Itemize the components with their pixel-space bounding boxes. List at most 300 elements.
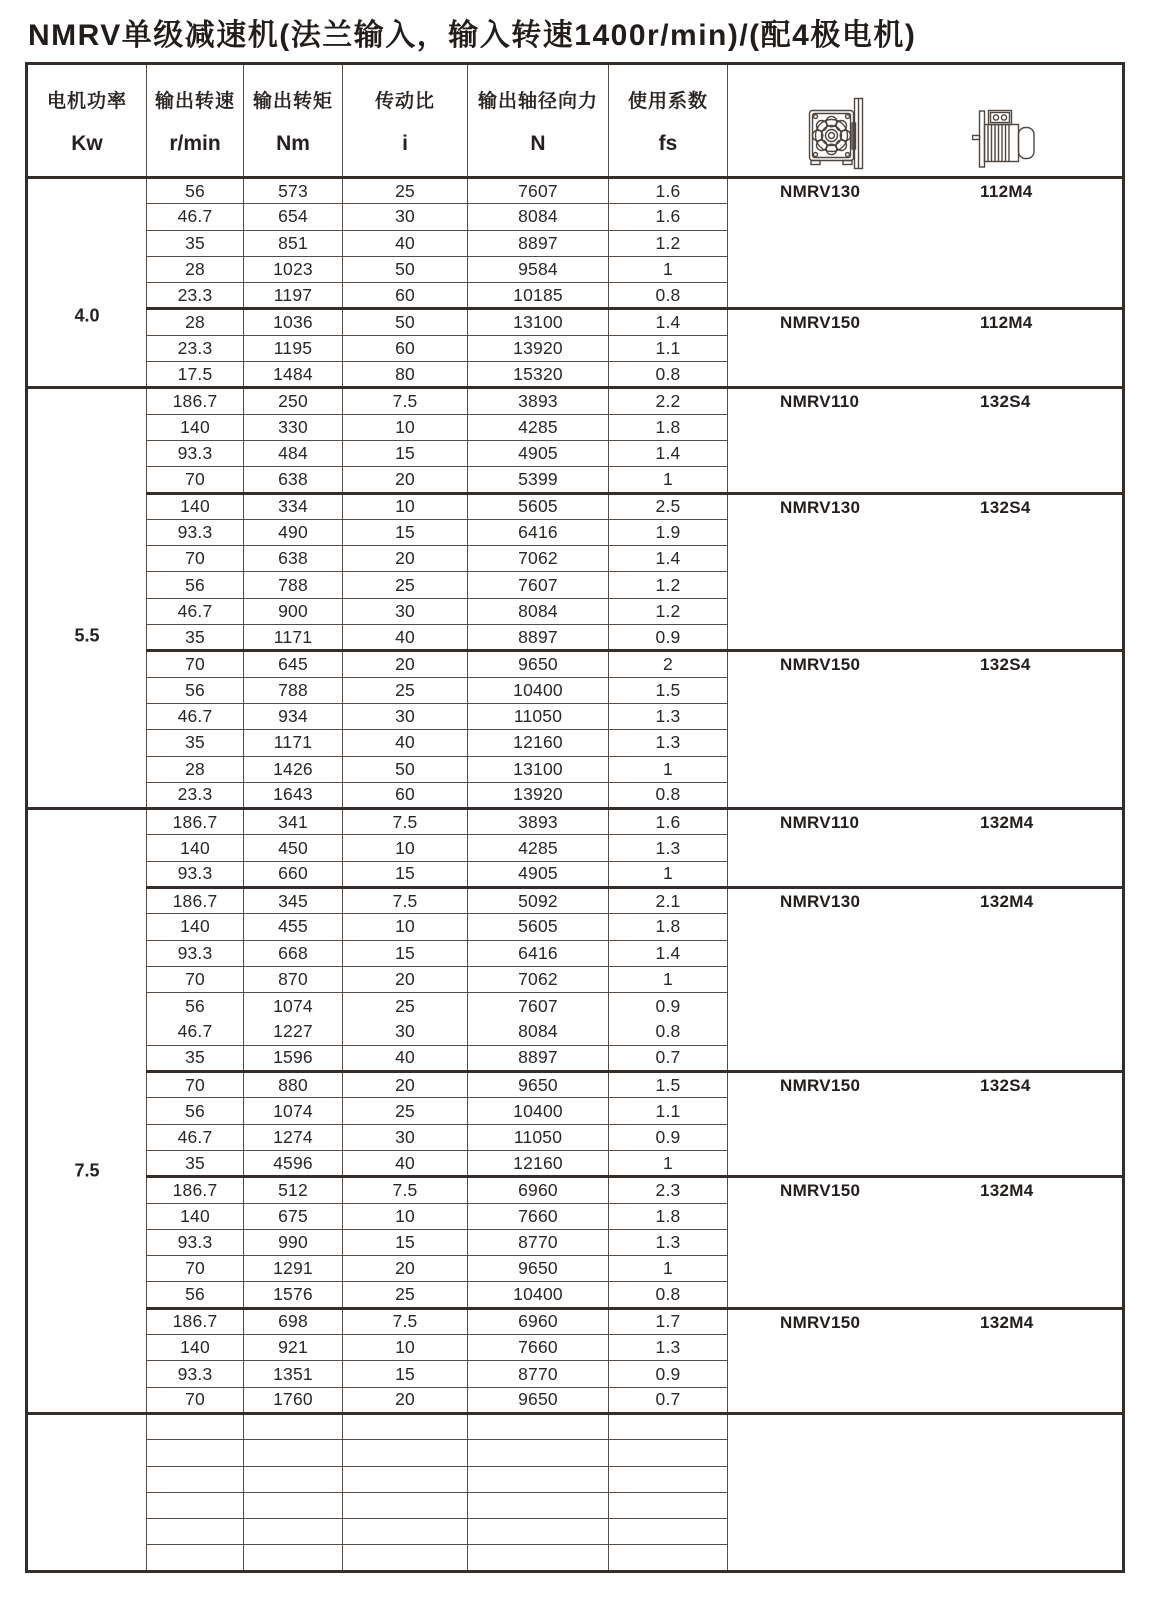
motor-model-label: 132M4 bbox=[980, 1181, 1034, 1201]
cell-ratio: 20 bbox=[343, 651, 468, 677]
cell-output-torque: 334 bbox=[244, 493, 343, 519]
cell-radial-force: 9650 bbox=[468, 1072, 609, 1098]
table-row bbox=[27, 651, 1124, 677]
cell-radial-force bbox=[468, 1413, 609, 1439]
cell-output-speed: 140 bbox=[147, 493, 244, 519]
cell-service-factor: 1.8 bbox=[609, 414, 728, 440]
cell-radial-force: 8084 bbox=[468, 1019, 609, 1045]
cell-output-torque bbox=[244, 1440, 343, 1466]
reducer-model-label: NMRV130 bbox=[780, 892, 861, 912]
cell-ratio: 80 bbox=[343, 362, 468, 388]
cell-radial-force: 10400 bbox=[468, 677, 609, 703]
cell-output-speed: 70 bbox=[147, 966, 244, 992]
cell-service-factor: 2.3 bbox=[609, 1177, 728, 1203]
cell-ratio: 10 bbox=[343, 1203, 468, 1229]
cell-output-torque bbox=[244, 1545, 343, 1571]
cell-output-speed: 35 bbox=[147, 230, 244, 256]
cell-ratio: 20 bbox=[343, 546, 468, 572]
cell-output-torque: 921 bbox=[244, 1335, 343, 1361]
cell-output-torque: 675 bbox=[244, 1203, 343, 1229]
reducer-model-label: NMRV130 bbox=[780, 497, 861, 517]
cell-ratio: 25 bbox=[343, 677, 468, 703]
reducer-model-label: NMRV150 bbox=[780, 1312, 861, 1332]
power-group-label: 4.0 bbox=[74, 305, 100, 326]
cell-output-speed: 35 bbox=[147, 1045, 244, 1071]
cell-output-speed: 56 bbox=[147, 178, 244, 204]
cell-output-torque: 1023 bbox=[244, 256, 343, 282]
table-row bbox=[27, 309, 1124, 335]
table-row bbox=[27, 1308, 1124, 1334]
cell-output-speed: 93.3 bbox=[147, 861, 244, 887]
cell-output-torque: 870 bbox=[244, 966, 343, 992]
cell-output-speed bbox=[147, 1492, 244, 1518]
cell-ratio: 25 bbox=[343, 1098, 468, 1124]
model-cell bbox=[728, 388, 1124, 493]
cell-service-factor: 0.8 bbox=[609, 782, 728, 808]
cell-output-torque bbox=[244, 1519, 343, 1545]
motor-model-label: 132M4 bbox=[980, 813, 1034, 833]
cell-ratio: 15 bbox=[343, 1361, 468, 1387]
cell-ratio: 10 bbox=[343, 914, 468, 940]
cell-ratio: 15 bbox=[343, 861, 468, 887]
cell-output-speed: 35 bbox=[147, 730, 244, 756]
cell-output-torque: 638 bbox=[244, 467, 343, 493]
cell-output-speed bbox=[147, 1519, 244, 1545]
cell-service-factor: 1.3 bbox=[609, 730, 728, 756]
cell-ratio bbox=[343, 1440, 468, 1466]
cell-service-factor: 1.4 bbox=[609, 940, 728, 966]
cell-radial-force: 4905 bbox=[468, 861, 609, 887]
cell-output-speed: 70 bbox=[147, 1387, 244, 1413]
col-header-models bbox=[728, 64, 1124, 178]
cell-radial-force: 4285 bbox=[468, 835, 609, 861]
cell-ratio: 10 bbox=[343, 835, 468, 861]
cell-output-torque: 1596 bbox=[244, 1045, 343, 1071]
cell-service-factor: 1.4 bbox=[609, 309, 728, 335]
cell-ratio: 15 bbox=[343, 940, 468, 966]
motor-model-label: 112M4 bbox=[980, 182, 1033, 201]
cell-service-factor: 1.1 bbox=[609, 335, 728, 361]
cell-output-speed: 56 bbox=[147, 1098, 244, 1124]
cell-radial-force bbox=[468, 1545, 609, 1571]
cell-ratio: 25 bbox=[343, 178, 468, 204]
cell-ratio: 30 bbox=[343, 204, 468, 230]
cell-service-factor: 0.8 bbox=[609, 362, 728, 388]
model-cell bbox=[728, 1308, 1124, 1413]
cell-output-torque: 788 bbox=[244, 572, 343, 598]
cell-output-speed: 186.7 bbox=[147, 888, 244, 914]
cell-output-speed: 186.7 bbox=[147, 809, 244, 835]
cell-radial-force: 7607 bbox=[468, 993, 609, 1019]
power-group-cell bbox=[27, 178, 147, 388]
cell-output-speed: 35 bbox=[147, 1150, 244, 1176]
cell-output-speed: 23.3 bbox=[147, 283, 244, 309]
model-cell bbox=[728, 1413, 1124, 1571]
cell-output-torque: 1171 bbox=[244, 625, 343, 651]
cell-radial-force: 10185 bbox=[468, 283, 609, 309]
cell-radial-force: 6416 bbox=[468, 519, 609, 545]
cell-ratio: 50 bbox=[343, 756, 468, 782]
cell-radial-force: 10400 bbox=[468, 1098, 609, 1124]
model-cell bbox=[728, 178, 1124, 309]
cell-ratio: 50 bbox=[343, 256, 468, 282]
cell-output-torque: 1274 bbox=[244, 1124, 343, 1150]
cell-service-factor: 1.6 bbox=[609, 178, 728, 204]
cell-output-speed: 70 bbox=[147, 1072, 244, 1098]
table-row bbox=[27, 888, 1124, 914]
cell-service-factor: 1 bbox=[609, 861, 728, 887]
cell-output-speed: 23.3 bbox=[147, 782, 244, 808]
cell-output-speed: 186.7 bbox=[147, 388, 244, 414]
gearbox-icon bbox=[808, 97, 864, 171]
reducer-model-label: NMRV150 bbox=[780, 313, 861, 333]
cell-radial-force: 9650 bbox=[468, 1256, 609, 1282]
cell-output-speed: 56 bbox=[147, 677, 244, 703]
cell-output-speed: 93.3 bbox=[147, 519, 244, 545]
col-header-output-torque bbox=[244, 64, 343, 178]
cell-output-speed: 140 bbox=[147, 1203, 244, 1229]
cell-output-torque: 990 bbox=[244, 1229, 343, 1255]
cell-service-factor: 0.7 bbox=[609, 1387, 728, 1413]
cell-output-torque: 573 bbox=[244, 178, 343, 204]
cell-ratio: 10 bbox=[343, 1335, 468, 1361]
cell-radial-force: 3893 bbox=[468, 388, 609, 414]
model-cell bbox=[728, 309, 1124, 388]
cell-output-torque: 1643 bbox=[244, 782, 343, 808]
col-header-output-torque-unit: Nm bbox=[276, 131, 310, 155]
cell-ratio bbox=[343, 1413, 468, 1439]
cell-output-speed: 140 bbox=[147, 414, 244, 440]
cell-service-factor: 2 bbox=[609, 651, 728, 677]
cell-radial-force: 9584 bbox=[468, 256, 609, 282]
table-row bbox=[27, 493, 1124, 519]
cell-ratio: 40 bbox=[343, 1150, 468, 1176]
cell-output-speed: 23.3 bbox=[147, 335, 244, 361]
col-header-radial-force-unit: N bbox=[530, 131, 546, 155]
cell-service-factor: 1.8 bbox=[609, 1203, 728, 1229]
cell-ratio: 30 bbox=[343, 703, 468, 729]
cell-radial-force: 4905 bbox=[468, 440, 609, 466]
cell-ratio: 7.5 bbox=[343, 1308, 468, 1334]
cell-service-factor: 1.1 bbox=[609, 1098, 728, 1124]
cell-output-torque: 512 bbox=[244, 1177, 343, 1203]
cell-ratio: 7.5 bbox=[343, 888, 468, 914]
motor-model-label: 112M4 bbox=[980, 313, 1033, 333]
cell-radial-force: 13100 bbox=[468, 309, 609, 335]
cell-ratio: 40 bbox=[343, 230, 468, 256]
cell-output-torque: 330 bbox=[244, 414, 343, 440]
cell-radial-force: 7660 bbox=[468, 1203, 609, 1229]
cell-radial-force: 13100 bbox=[468, 756, 609, 782]
cell-ratio: 10 bbox=[343, 414, 468, 440]
cell-radial-force: 8897 bbox=[468, 230, 609, 256]
cell-service-factor: 1.3 bbox=[609, 1335, 728, 1361]
cell-output-speed: 140 bbox=[147, 835, 244, 861]
cell-output-torque: 341 bbox=[244, 809, 343, 835]
cell-output-torque: 484 bbox=[244, 440, 343, 466]
cell-service-factor: 1.4 bbox=[609, 546, 728, 572]
table-row bbox=[27, 178, 1124, 204]
cell-service-factor: 1.9 bbox=[609, 519, 728, 545]
cell-output-speed: 56 bbox=[147, 993, 244, 1019]
cell-ratio: 7.5 bbox=[343, 809, 468, 835]
cell-service-factor: 2.2 bbox=[609, 388, 728, 414]
motor-model-label: 132S4 bbox=[980, 497, 1031, 517]
power-group-label: 7.5 bbox=[74, 1160, 100, 1181]
cell-radial-force: 8084 bbox=[468, 204, 609, 230]
cell-service-factor: 1.5 bbox=[609, 677, 728, 703]
cell-output-torque: 851 bbox=[244, 230, 343, 256]
cell-radial-force: 12160 bbox=[468, 1150, 609, 1176]
cell-radial-force: 7660 bbox=[468, 1335, 609, 1361]
cell-output-speed bbox=[147, 1545, 244, 1571]
cell-ratio bbox=[343, 1545, 468, 1571]
cell-output-torque: 455 bbox=[244, 914, 343, 940]
cell-output-speed: 46.7 bbox=[147, 703, 244, 729]
cell-output-speed bbox=[147, 1440, 244, 1466]
cell-ratio: 15 bbox=[343, 519, 468, 545]
cell-service-factor: 1 bbox=[609, 467, 728, 493]
motor-icon bbox=[972, 109, 1040, 169]
cell-output-speed: 93.3 bbox=[147, 1229, 244, 1255]
motor-model-label: 132M4 bbox=[980, 1312, 1034, 1332]
cell-output-speed: 186.7 bbox=[147, 1177, 244, 1203]
model-cell bbox=[728, 651, 1124, 809]
reducer-model-label: NMRV150 bbox=[780, 655, 861, 675]
cell-output-torque: 1074 bbox=[244, 1098, 343, 1124]
cell-output-speed: 140 bbox=[147, 1335, 244, 1361]
cell-service-factor: 0.9 bbox=[609, 625, 728, 651]
cell-service-factor: 0.9 bbox=[609, 1124, 728, 1150]
col-header-service-factor bbox=[609, 64, 728, 178]
cell-ratio: 40 bbox=[343, 730, 468, 756]
cell-radial-force: 4285 bbox=[468, 414, 609, 440]
table-header bbox=[27, 64, 1124, 178]
cell-ratio: 40 bbox=[343, 625, 468, 651]
col-header-output-speed-label: 输出转速 bbox=[154, 90, 235, 112]
cell-service-factor: 0.7 bbox=[609, 1045, 728, 1071]
col-header-radial-force-label: 输出轴径向力 bbox=[477, 90, 598, 112]
cell-service-factor: 0.9 bbox=[609, 993, 728, 1019]
cell-radial-force: 7607 bbox=[468, 572, 609, 598]
cell-output-torque bbox=[244, 1413, 343, 1439]
cell-output-torque: 1074 bbox=[244, 993, 343, 1019]
cell-output-speed: 93.3 bbox=[147, 1361, 244, 1387]
col-header-radial-force bbox=[468, 64, 609, 178]
spec-table-wrap bbox=[25, 62, 1125, 1573]
cell-service-factor bbox=[609, 1466, 728, 1492]
cell-output-speed: 46.7 bbox=[147, 204, 244, 230]
cell-service-factor: 1 bbox=[609, 756, 728, 782]
cell-radial-force bbox=[468, 1492, 609, 1518]
cell-output-speed: 70 bbox=[147, 1256, 244, 1282]
reducer-model-label: NMRV110 bbox=[780, 813, 860, 833]
cell-output-torque: 660 bbox=[244, 861, 343, 887]
cell-radial-force: 13920 bbox=[468, 782, 609, 808]
cell-ratio: 10 bbox=[343, 493, 468, 519]
cell-radial-force bbox=[468, 1440, 609, 1466]
cell-output-speed: 70 bbox=[147, 651, 244, 677]
cell-ratio: 30 bbox=[343, 598, 468, 624]
cell-ratio: 30 bbox=[343, 1124, 468, 1150]
col-header-ratio bbox=[343, 64, 468, 178]
cell-radial-force: 6416 bbox=[468, 940, 609, 966]
cell-output-speed: 56 bbox=[147, 572, 244, 598]
col-header-output-torque-label: 输出转矩 bbox=[252, 90, 333, 112]
power-group-cell bbox=[27, 809, 147, 1414]
cell-ratio: 20 bbox=[343, 1387, 468, 1413]
cell-radial-force: 9650 bbox=[468, 651, 609, 677]
cell-output-speed: 93.3 bbox=[147, 440, 244, 466]
cell-output-torque: 450 bbox=[244, 835, 343, 861]
cell-radial-force: 7607 bbox=[468, 178, 609, 204]
cell-output-torque: 880 bbox=[244, 1072, 343, 1098]
model-cell bbox=[728, 809, 1124, 888]
cell-output-torque: 1291 bbox=[244, 1256, 343, 1282]
cell-output-torque: 1197 bbox=[244, 283, 343, 309]
cell-service-factor bbox=[609, 1492, 728, 1518]
cell-service-factor: 0.8 bbox=[609, 1019, 728, 1045]
cell-ratio: 7.5 bbox=[343, 1177, 468, 1203]
spec-table bbox=[25, 62, 1125, 1573]
col-header-output-speed bbox=[147, 64, 244, 178]
cell-ratio bbox=[343, 1492, 468, 1518]
cell-ratio: 20 bbox=[343, 1256, 468, 1282]
col-header-service-factor-unit: fs bbox=[658, 131, 678, 155]
cell-radial-force: 11050 bbox=[468, 703, 609, 729]
cell-radial-force bbox=[468, 1519, 609, 1545]
cell-radial-force: 7062 bbox=[468, 546, 609, 572]
motor-model-label: 132S4 bbox=[980, 1076, 1031, 1096]
cell-output-torque: 788 bbox=[244, 677, 343, 703]
cell-output-torque: 1576 bbox=[244, 1282, 343, 1308]
model-cell bbox=[728, 888, 1124, 1072]
cell-output-torque: 698 bbox=[244, 1308, 343, 1334]
reducer-model-label: NMRV150 bbox=[780, 1076, 861, 1096]
motor-model-label: 132S4 bbox=[980, 655, 1031, 675]
motor-model-label: 132M4 bbox=[980, 892, 1034, 912]
cell-service-factor bbox=[609, 1413, 728, 1439]
cell-output-torque: 250 bbox=[244, 388, 343, 414]
col-header-ratio-label: 传动比 bbox=[374, 90, 435, 112]
cell-service-factor: 2.5 bbox=[609, 493, 728, 519]
spec-table-body bbox=[27, 178, 1124, 1572]
cell-output-speed bbox=[147, 1466, 244, 1492]
cell-ratio bbox=[343, 1519, 468, 1545]
cell-service-factor bbox=[609, 1519, 728, 1545]
cell-output-speed: 35 bbox=[147, 625, 244, 651]
cell-radial-force: 8084 bbox=[468, 598, 609, 624]
col-header-power-label: 电机功率 bbox=[46, 90, 127, 112]
cell-ratio: 15 bbox=[343, 440, 468, 466]
cell-output-speed: 70 bbox=[147, 546, 244, 572]
cell-radial-force: 8770 bbox=[468, 1361, 609, 1387]
cell-radial-force: 13920 bbox=[468, 335, 609, 361]
table-row bbox=[27, 1413, 1124, 1439]
cell-radial-force: 10400 bbox=[468, 1282, 609, 1308]
table-row bbox=[27, 809, 1124, 835]
col-header-ratio-unit: i bbox=[402, 131, 408, 155]
reducer-model-label: NMRV150 bbox=[780, 1181, 861, 1201]
cell-ratio: 50 bbox=[343, 309, 468, 335]
cell-output-speed: 46.7 bbox=[147, 598, 244, 624]
cell-output-speed: 17.5 bbox=[147, 362, 244, 388]
cell-service-factor: 0.8 bbox=[609, 283, 728, 309]
cell-output-torque: 900 bbox=[244, 598, 343, 624]
model-cell bbox=[728, 1177, 1124, 1308]
cell-output-torque: 1171 bbox=[244, 730, 343, 756]
cell-radial-force: 3893 bbox=[468, 809, 609, 835]
cell-output-torque: 1036 bbox=[244, 309, 343, 335]
cell-ratio: 25 bbox=[343, 572, 468, 598]
cell-service-factor: 1.6 bbox=[609, 204, 728, 230]
cell-output-torque: 645 bbox=[244, 651, 343, 677]
cell-output-torque bbox=[244, 1466, 343, 1492]
cell-service-factor: 1.5 bbox=[609, 1072, 728, 1098]
cell-service-factor: 1 bbox=[609, 256, 728, 282]
cell-service-factor: 1.7 bbox=[609, 1308, 728, 1334]
cell-output-speed: 93.3 bbox=[147, 940, 244, 966]
cell-output-torque bbox=[244, 1492, 343, 1518]
cell-ratio: 20 bbox=[343, 1072, 468, 1098]
cell-radial-force: 5605 bbox=[468, 914, 609, 940]
cell-radial-force: 6960 bbox=[468, 1308, 609, 1334]
cell-output-torque: 1760 bbox=[244, 1387, 343, 1413]
cell-radial-force bbox=[468, 1466, 609, 1492]
cell-radial-force: 8770 bbox=[468, 1229, 609, 1255]
model-cell bbox=[728, 1072, 1124, 1177]
power-group-label: 5.5 bbox=[74, 625, 100, 646]
reducer-model-label: NMRV110 bbox=[780, 392, 860, 412]
cell-output-torque: 4596 bbox=[244, 1150, 343, 1176]
cell-output-torque: 490 bbox=[244, 519, 343, 545]
cell-output-torque: 1426 bbox=[244, 756, 343, 782]
cell-ratio: 20 bbox=[343, 467, 468, 493]
cell-output-speed: 140 bbox=[147, 914, 244, 940]
cell-ratio: 20 bbox=[343, 966, 468, 992]
cell-ratio: 7.5 bbox=[343, 388, 468, 414]
cell-radial-force: 6960 bbox=[468, 1177, 609, 1203]
cell-output-torque: 934 bbox=[244, 703, 343, 729]
cell-service-factor: 1.4 bbox=[609, 440, 728, 466]
cell-service-factor: 1 bbox=[609, 1256, 728, 1282]
cell-radial-force: 5605 bbox=[468, 493, 609, 519]
col-header-service-factor-label: 使用系数 bbox=[627, 90, 708, 112]
col-header-power-unit: Kw bbox=[71, 131, 103, 155]
cell-radial-force: 9650 bbox=[468, 1387, 609, 1413]
cell-ratio: 25 bbox=[343, 993, 468, 1019]
cell-radial-force: 5399 bbox=[468, 467, 609, 493]
cell-service-factor: 1.3 bbox=[609, 703, 728, 729]
cell-service-factor: 1.2 bbox=[609, 230, 728, 256]
cell-output-torque: 638 bbox=[244, 546, 343, 572]
cell-radial-force: 15320 bbox=[468, 362, 609, 388]
cell-output-torque: 345 bbox=[244, 888, 343, 914]
cell-ratio: 30 bbox=[343, 1019, 468, 1045]
cell-service-factor: 1 bbox=[609, 1150, 728, 1176]
cell-ratio: 25 bbox=[343, 1282, 468, 1308]
cell-service-factor: 1.6 bbox=[609, 809, 728, 835]
page-title: NMRV单级减速机(法兰输入，输入转速1400r/min)/(配4极电机) bbox=[28, 19, 917, 52]
power-group-cell bbox=[27, 1413, 147, 1571]
cell-output-speed: 46.7 bbox=[147, 1019, 244, 1045]
table-row bbox=[27, 388, 1124, 414]
cell-service-factor: 1.3 bbox=[609, 835, 728, 861]
power-group-cell bbox=[27, 388, 147, 809]
cell-service-factor bbox=[609, 1440, 728, 1466]
cell-service-factor: 1.2 bbox=[609, 572, 728, 598]
cell-radial-force: 11050 bbox=[468, 1124, 609, 1150]
